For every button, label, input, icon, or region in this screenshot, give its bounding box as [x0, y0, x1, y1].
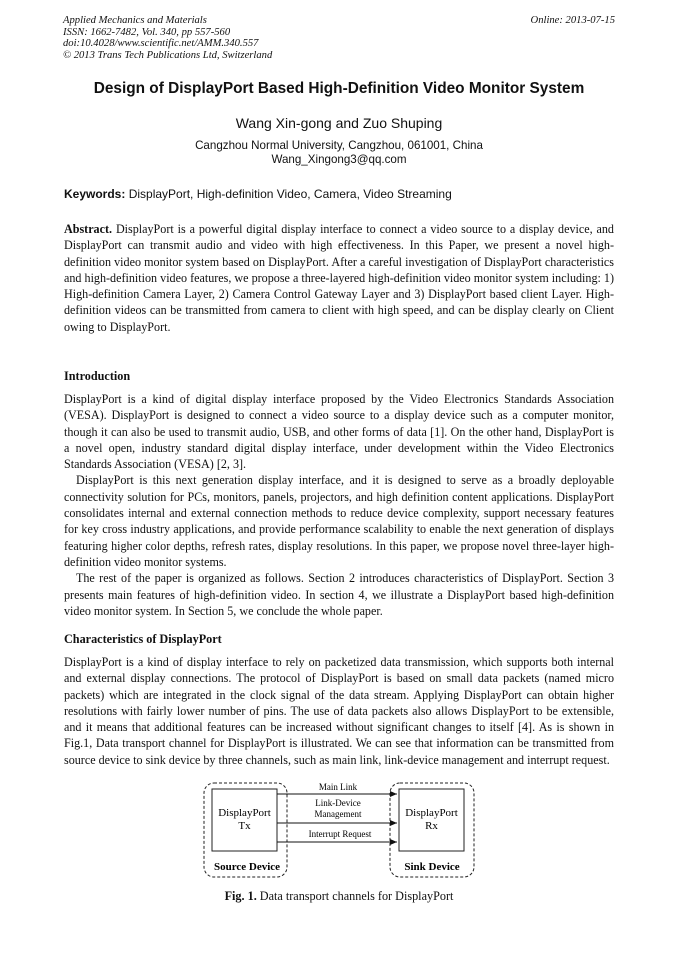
- abstract: [64, 221, 614, 335]
- ldm-label-line1: Link-Device: [315, 798, 361, 808]
- sink-device-label: Sink Device: [404, 861, 460, 873]
- abstract-text: DisplayPort is a powerful digital display interface to connect a video source to a display device, and DisplayPort can transmit audio and video with high effectiveness. In this Paper, we present a novel high-definition video monitor system based on DisplayPort. After a careful investigation of DisplayPort characteristics and high-definition video features, we propose a three-layered high-definition video monitor system including: 1) High-definition Camera Layer, 2) Camera Control Gateway Layer and 3) DisplayPort based client Layer. High-definition videos can be transmitted from camera to client with high speed, and can be display clearly on Client owing to DisplayPort.: [64, 222, 614, 334]
- keywords-line: [64, 187, 452, 201]
- caption-label: Fig. 1.: [224, 889, 257, 903]
- online-date: Online: 2013-07-15: [530, 15, 615, 26]
- tx-label-line2: Tx: [238, 820, 251, 832]
- source-device-label: Source Device: [213, 861, 281, 873]
- abstract-label: Abstract.: [64, 222, 113, 236]
- caption-text: Data transport channels for DisplayPort: [259, 889, 454, 903]
- rx-label-line1: DisplayPort: [405, 807, 458, 819]
- characteristics-body: [64, 654, 614, 768]
- keywords-label: Keywords:: [64, 187, 126, 201]
- tx-label-line1: DisplayPort: [218, 807, 271, 819]
- paper-title: Design of DisplayPort Based High-Definition Video Monitor System: [93, 80, 585, 97]
- introduction-paragraph-2: DisplayPort is this next generation display interface, and it is designed to serve as a broadly deployable connectivity solution for PCs, monitors, panels, projectors, and high definition content applications. DisplayPort consolidates internal and external connection methods to reduce device complexity, support necessary features for key cross industry applications, and provide performance scalability to enable the next generation of displays featuring higher color depths, refresh rates, display resolutions. In this paper, we propose novel three-layer high-definition video monitor systems.: [64, 473, 614, 569]
- introduction-heading: Introduction: [64, 369, 131, 383]
- characteristics-paragraph-1: DisplayPort is a kind of display interface to rely on packetized data transmission, which supports both internal and external display connections. The protocol of DisplayPort is based on small data packets (named micro packets) which are integrated in the clock signal of the data stream. Applying DisplayPort can obtain higher resolutions with fairly lower number of pins. The use of data packets also allows DisplayPort to be extensible, and it means that additional features can be increased without significant changes to itself [4]. As is shown in Fig.1, Data transport channel for DisplayPort is illustrated. We can see that information can be transmitted from source device to sink device by three channels, such as main link, link-device management and interrupt request.: [64, 655, 614, 767]
- characteristics-heading: Characteristics of DisplayPort: [64, 632, 222, 646]
- introduction-paragraph-3: The rest of the paper is organized as follows. Section 2 introduces characteristics of DisplayPort. Section 3 presents main features of high-definition video. In section 4, we illustrate a DisplayPort based high-definition video monitor system. In Section 5, we conclude the whole paper.: [64, 571, 614, 618]
- author-email: Wang_Xingong3@qq.com: [271, 153, 407, 166]
- rx-label-line2: Rx: [425, 820, 438, 832]
- issn-line: ISSN: 1662-7482, Vol. 340, pp 557-560: [63, 26, 231, 38]
- paper-authors: Wang Xin-gong and Zuo Shuping: [235, 115, 443, 131]
- figure-caption: [0, 889, 678, 904]
- interrupt-request-label: Interrupt Request: [308, 829, 372, 839]
- introduction-paragraph-1: DisplayPort is a kind of digital display interface proposed by the Video Electronics Standards Association (VESA). DisplayPort is designed to connect a video source to a display device such as a computer monitor, though it can also be used to transmit audio, USB, and other forms of data [1]. On the other hand, DisplayPort is a novel open, industry standard digital display interface, under development within the Video Electronics Standards Association (VESA) [2, 3].: [64, 392, 614, 472]
- affiliation-block: [0, 139, 678, 167]
- copyright-line: © 2013 Trans Tech Publications Ltd, Switzerland: [63, 49, 273, 61]
- main-link-label: Main Link: [318, 782, 358, 792]
- journal-header: [63, 15, 615, 61]
- affiliation: Cangzhou Normal University, Cangzhou, 061001, China: [195, 139, 483, 152]
- keywords-text: DisplayPort, High-definition Video, Camera, Video Streaming: [128, 187, 452, 201]
- journal-name: Applied Mechanics and Materials: [63, 15, 207, 26]
- doi-line: doi:10.4028/www.scientific.net/AMM.340.557: [63, 38, 259, 50]
- data-transport-diagram: [0, 780, 678, 890]
- introduction-body: [64, 391, 614, 619]
- ldm-label-line2: Management: [314, 809, 362, 819]
